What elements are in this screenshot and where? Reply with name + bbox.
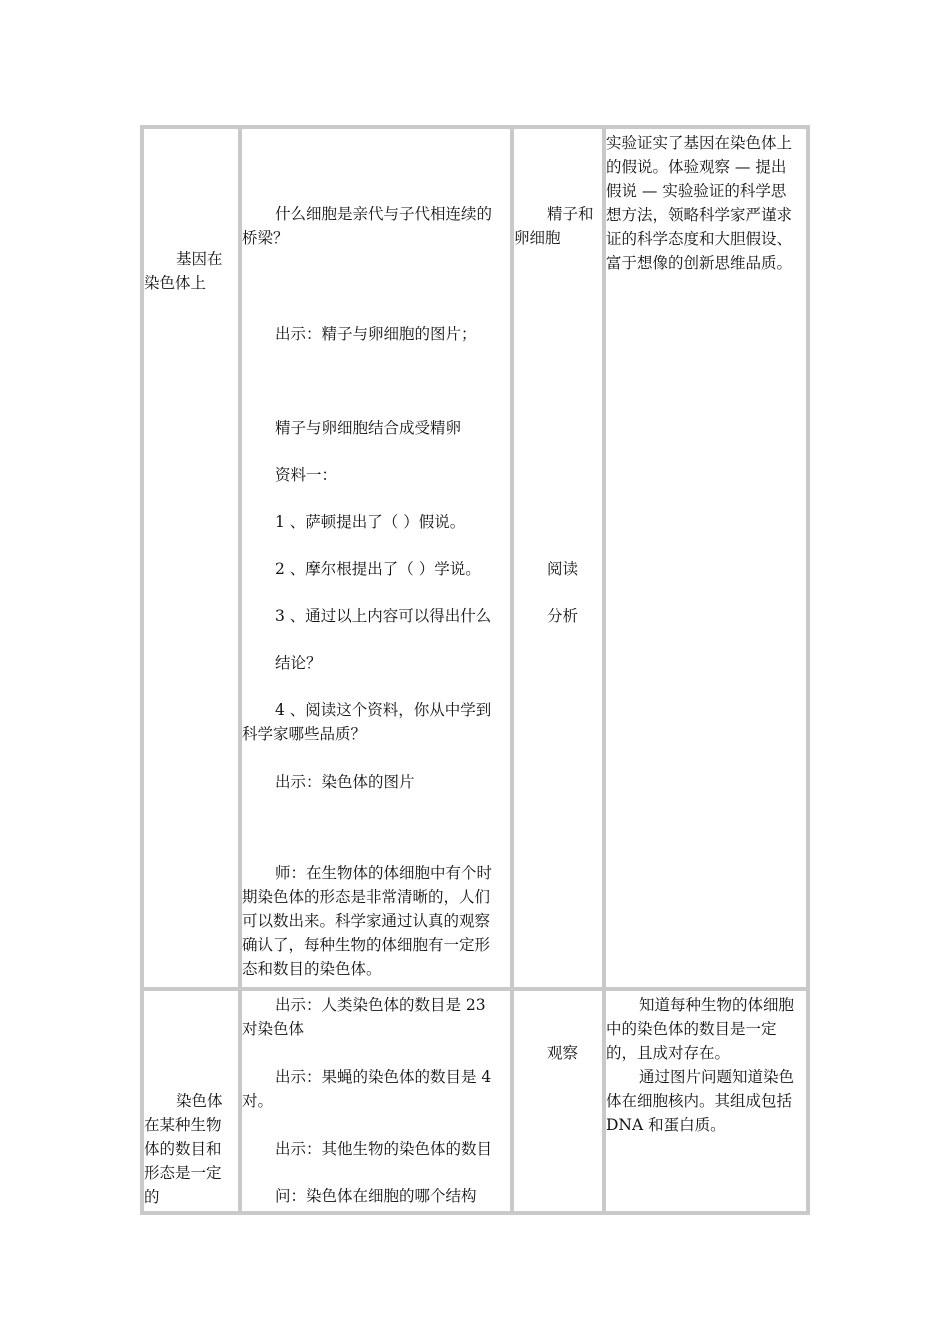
intent2-line6: DNA 和蛋白质。 <box>606 1116 726 1134</box>
row2-topic-line3: 体的数目和 <box>144 1140 222 1158</box>
row2-topic-line5: 的 <box>144 1188 160 1206</box>
human-line2: 对染色体 <box>242 1020 305 1038</box>
intent-line6: 富于想像的创新思维品质。 <box>606 254 793 272</box>
intent-line2: 的假说。体验观察 — 提出 <box>606 158 787 176</box>
question-1: 1 、萨顿提出了（ ）假说。 <box>275 513 466 531</box>
row2-topic-line1: 染色体 <box>176 1092 223 1110</box>
row1-student-cell <box>512 127 604 989</box>
fly-line2: 对。 <box>242 1092 274 1110</box>
row2-topic-cell <box>142 989 240 1213</box>
question-4-line2: 科学家哪些品质？ <box>242 725 367 743</box>
teacher-line3: 可以数出来。科学家通过认真的观察 <box>242 912 491 930</box>
question-2: 2 、摩尔根提出了（ ）学说。 <box>275 560 481 578</box>
row2-student-cell <box>512 989 604 1213</box>
fly-line1: 出示：果蝇的染色体的数目是 4 <box>275 1068 492 1086</box>
student-read: 阅读 <box>547 560 579 578</box>
question-line1: 什么细胞是亲代与子代相连续的 <box>275 205 493 223</box>
row2-topic-line4: 形态是一定 <box>144 1164 222 1182</box>
row2-activities-cell <box>240 989 512 1213</box>
row2-topic-line2: 在某种生物 <box>144 1116 222 1134</box>
row2-intent-cell <box>604 989 808 1213</box>
intent2-line4: 通过图片问题知道染色 <box>639 1068 795 1086</box>
student-observe: 观察 <box>547 1044 579 1062</box>
row1-topic-line2: 染色体上 <box>144 274 207 292</box>
ask: 问：染色体在细胞的哪个结构 <box>275 1187 477 1205</box>
question-3-line2: 结论？ <box>275 654 322 672</box>
intent-line4: 想方法，领略科学家严谨求 <box>606 206 793 224</box>
teacher-line5: 态和数目的染色体。 <box>242 960 382 978</box>
sperm-egg-line1: 精子和 <box>547 205 594 223</box>
question-line2: 桥梁？ <box>242 229 289 247</box>
others: 出示：其他生物的染色体的数目 <box>275 1140 493 1158</box>
teacher-line1: 师：在生物体的体细胞中有个时 <box>275 864 493 882</box>
question-3-line1: 3 、通过以上内容可以得出什么 <box>275 607 492 625</box>
row1-topic-line1: 基因在 <box>176 250 223 268</box>
human-line1: 出示：人类染色体的数目是 23 <box>275 996 486 1014</box>
intent-line1: 实验证实了基因在染色体上 <box>606 134 793 152</box>
question-4-line1: 4 、阅读这个资料，你从中学到 <box>275 701 492 719</box>
intent-line3: 假说 — 实验验证的科学思 <box>606 182 787 200</box>
intent-line5: 证的科学态度和大胆假设、 <box>606 230 793 248</box>
material-one: 资料一： <box>275 466 338 484</box>
intent2-line3: 的，且成对存在。 <box>606 1044 731 1062</box>
teacher-line2: 期染色体的形态是非常清晰的，人们 <box>242 888 491 906</box>
intent2-line2: 中的染色体的数目是一定 <box>606 1020 777 1038</box>
intent2-line1: 知道每种生物的体细胞 <box>639 996 795 1014</box>
row1-intent-cell <box>604 127 808 989</box>
student-analyze: 分析 <box>547 607 579 625</box>
intent2-line5: 体在细胞核内。其组成包括 <box>606 1092 793 1110</box>
show-chromosome: 出示：染色体的图片 <box>275 773 415 791</box>
row1-activities-cell <box>240 127 512 989</box>
show-sperm-egg: 出示：精子与卵细胞的图片； <box>275 325 477 343</box>
teacher-line4: 确认了，每种生物的体细胞有一定形 <box>242 936 491 954</box>
row1-topic-cell <box>142 127 240 989</box>
fertilization: 精子与卵细胞结合成受精卵 <box>275 419 462 437</box>
sperm-egg-line2: 卵细胞 <box>514 229 561 247</box>
